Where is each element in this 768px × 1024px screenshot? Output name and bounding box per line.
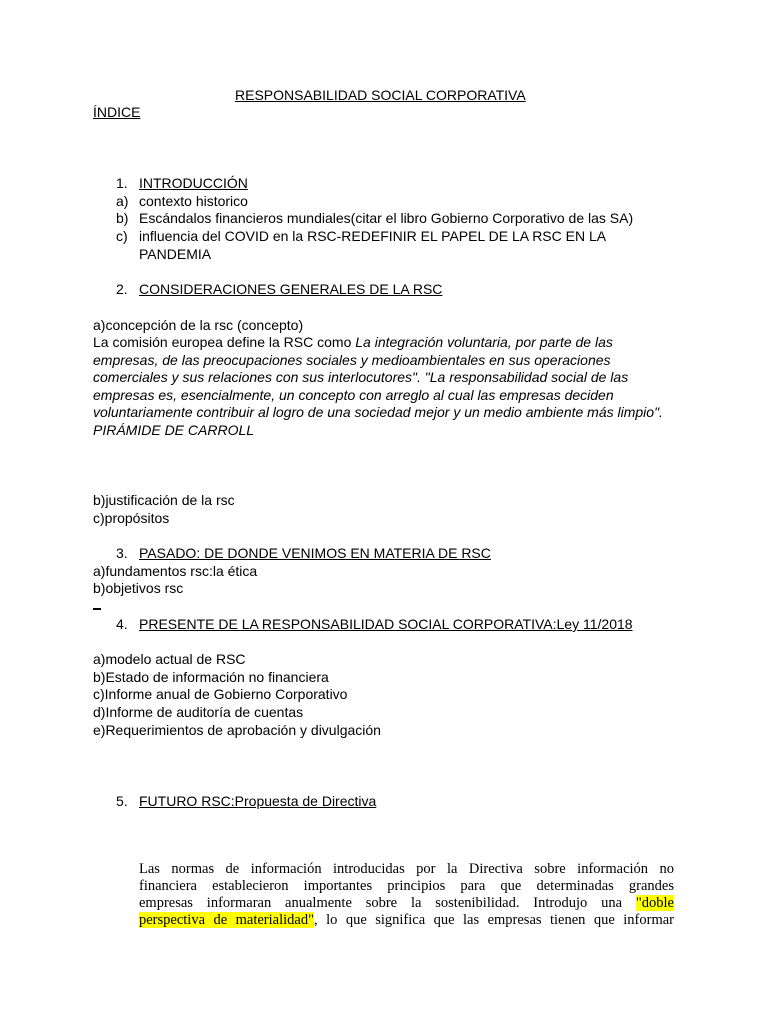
list-item: e)Requerimientos de aprobación y divulgación [93,722,381,738]
quote-text: empresas informaran anualmente sobre la sostenibilidad. Introdujo una [139,895,636,911]
highlighted-text: perspectiva de materialidad" [139,912,315,928]
definition-line: empresas, de las preocupaciones sociales y medioambientales en sus operaciones [93,352,611,368]
section-heading: FUTURO RSC:Propuesta de Directiva [139,793,377,809]
list-marker: a) [116,193,129,209]
definition-italic: La integración voluntaria, por parte de las [355,334,613,350]
definition-line: empresas es, esencialmente, un concepto con arreglo al cual las empresas deciden [93,387,614,403]
section-number: 3. [116,545,128,561]
section-heading: PASADO: DE DONDE VENIMOS EN MATERIA DE RSC [139,545,491,561]
definition-line [93,334,613,352]
list-item: influencia del COVID en la RSC-REDEFINIR EL PAPEL DE LA RSC EN LA [139,228,607,244]
definition-line: voluntariamente contribuir al logro de una sociedad mejor y un medio ambiente más limpio". [93,404,663,420]
list-item: contexto historico [139,193,248,209]
section-heading: CONSIDERACIONES GENERALES DE LA RSC [139,281,443,297]
list-item: d)Informe de auditoría de cuentas [93,704,304,720]
highlighted-text: "doble [635,895,674,911]
underline-mark [93,608,101,610]
definition-prefix: La comisión europea define la RSC como [93,334,356,350]
section-number: 4. [116,616,128,632]
list-item: c)Informe anual de Gobierno Corporativo [93,686,348,702]
list-item: b)objetivos rsc [93,580,184,596]
quote-line: financiera establecieron importantes principios para que determinadas grandes [139,878,674,894]
quote-line [139,912,674,929]
list-item: b)justificación de la rsc [93,492,235,508]
index-label: ÍNDICE [93,104,141,120]
section-heading: INTRODUCCIÓN [139,175,248,191]
list-item: b)Estado de información no financiera [93,669,329,685]
list-marker: c) [116,228,128,244]
list-item: Escándalos financieros mundiales(citar el libro Gobierno Corporativo de las SA) [139,210,634,226]
section-number: 2. [116,281,128,297]
section-number: 1. [116,175,128,191]
list-marker: b) [116,210,129,226]
list-item: a)modelo actual de RSC [93,651,246,667]
concept-label: a)concepción de la rsc (concepto) [93,317,304,333]
list-item: a)fundamentos rsc:la ética [93,563,258,579]
document-title: RESPONSABILIDAD SOCIAL CORPORATIVA [235,87,526,103]
list-item: c)propósitos [93,510,170,526]
list-item-continuation: PANDEMIA [139,246,212,262]
quote-text: , lo que significa que las empresas tienen que informar [314,912,674,928]
quote-line: Las normas de información introducidas por la Directiva sobre información no [139,861,674,877]
section-heading: PRESENTE DE LA RESPONSABILIDAD SOCIAL CORPORATIVA:Ley 11/2018 [139,616,633,632]
quote-line [139,895,674,912]
definition-line: PIRÁMIDE DE CARROLL [93,422,255,438]
definition-line: comerciales y sus relaciones con sus interlocutores". "La responsabilidad social de las [93,369,629,385]
section-number: 5. [116,793,128,809]
